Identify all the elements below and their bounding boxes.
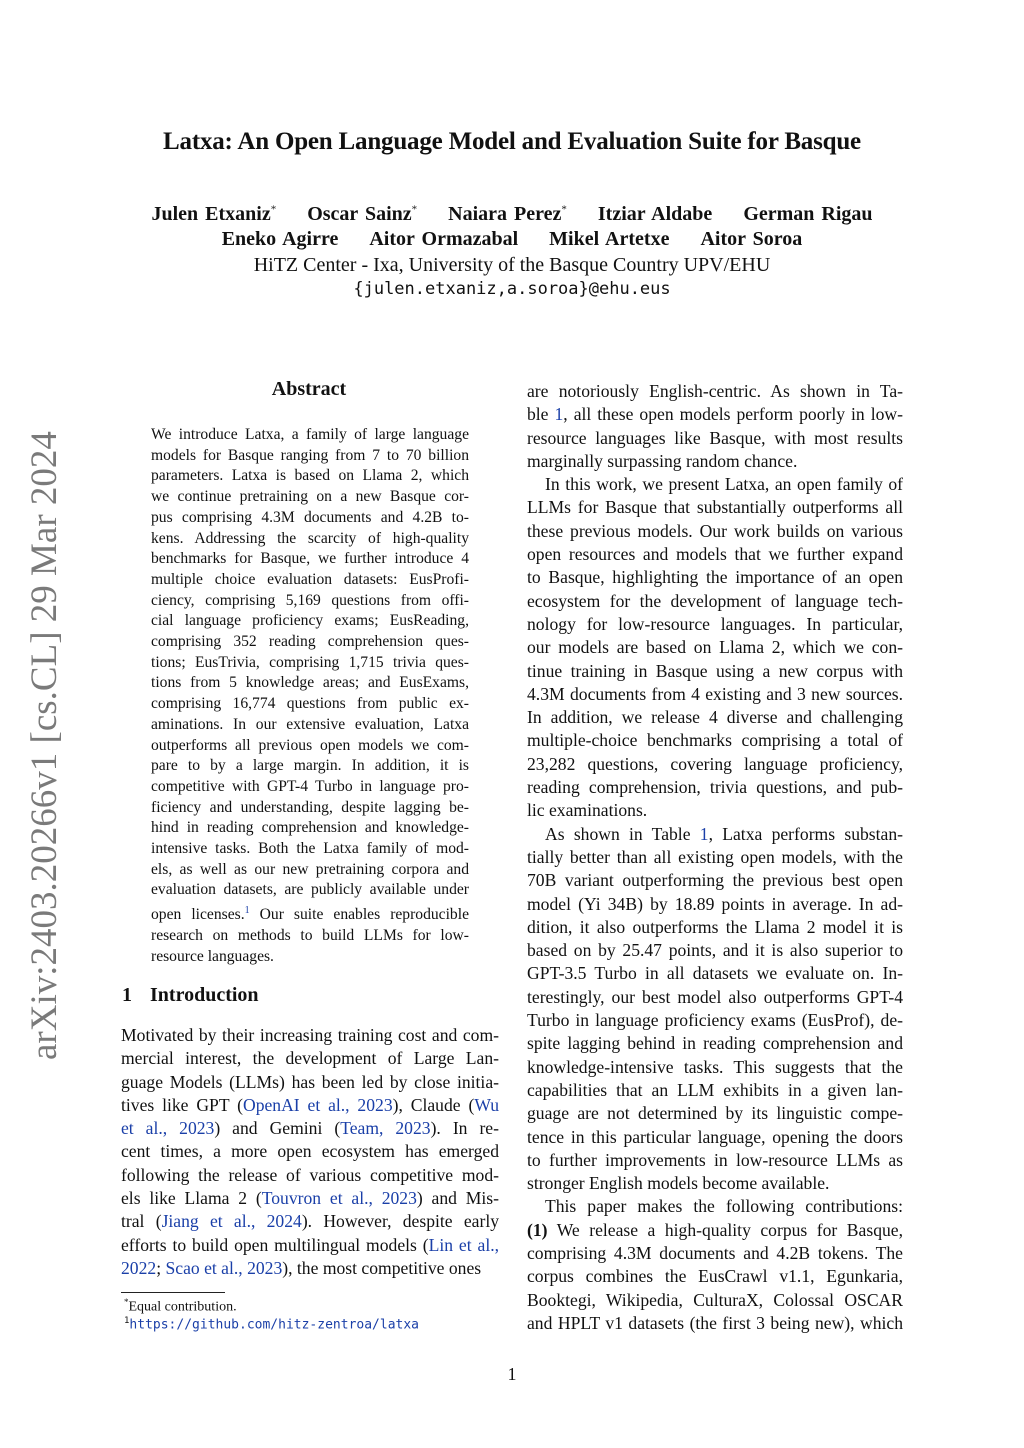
text-line: terestingly, our best model also outperforms GPT-4 xyxy=(527,986,903,1007)
text-line: spite lagging behind in reading comprehension and xyxy=(527,1033,903,1054)
text-line: model (Yi 34B) by 18.89 points in average. In ad- xyxy=(527,893,903,914)
right-column-text xyxy=(527,380,903,1335)
affiliation: HiTZ Center - Ixa, University of the Basque Country UPV/EHU xyxy=(253,254,771,276)
citation-link[interactable]: et al., 2023 xyxy=(121,1118,215,1139)
citation-link[interactable]: Touvron et al., 2023 xyxy=(261,1188,417,1209)
section-heading: 1 Introduction xyxy=(122,984,259,1006)
page-number: 1 xyxy=(507,1364,517,1384)
text-line: mercial interest, the development of Large Lan- xyxy=(121,1048,499,1069)
text-line: based on by 25.47 points, and it is also superior to xyxy=(527,940,903,961)
text-line: guage Models (LLMs) has been led by close initia- xyxy=(121,1071,499,1092)
citation-link[interactable]: Team, 2023 xyxy=(340,1118,431,1139)
abstract-line: we continue pretraining on a new Basque cor- xyxy=(151,488,469,506)
abstract-line: hind in reading comprehension and knowledge- xyxy=(151,819,469,837)
abstract-line: models for Basque ranging from 7 to 70 billion xyxy=(151,446,469,464)
text-line: our models are based on Llama 2, which we con- xyxy=(527,637,903,658)
text-line: guage are not determined by its linguistic compe- xyxy=(527,1103,903,1124)
text-line: corpus combines the EusCrawl v1.1, Egunkaria, xyxy=(527,1266,903,1287)
abstract-line: evaluation datasets, are publicly available under xyxy=(151,881,469,899)
text-line: to further improvements in low-resource LLMs as xyxy=(527,1149,903,1170)
text-line: resource languages like Basque, with most results xyxy=(527,427,903,448)
text-line: reading comprehension, trivia questions, and pub- xyxy=(527,777,903,798)
text-line: 23,282 questions, covering language proficiency, xyxy=(527,753,903,774)
text-line: nology for low-resource languages. In particular, xyxy=(527,613,903,634)
text-line: ecosystem for the development of language tech- xyxy=(527,590,903,611)
text-line: tially better than all existing open models, with the xyxy=(527,846,903,867)
text-line: multiple-choice benchmarks comprising a total of xyxy=(527,730,903,751)
text-line: marginally surpassing random chance. xyxy=(527,450,798,471)
abstract-line: outperforms all previous open models we com- xyxy=(151,736,469,754)
contact-email[interactable]: {julen.etxaniz,a.soroa}@ehu.eus xyxy=(353,279,671,299)
author: Oscar Sainz* xyxy=(307,203,418,225)
paper-title: Latxa: An Open Language Model and Evaluation Suite for Basque xyxy=(163,128,861,155)
footnote-equal-contribution: *Equal contribution. xyxy=(124,1297,237,1315)
text-line: els like Llama 2 (Touvron et al., 2023) and Mis- xyxy=(121,1188,499,1209)
abstract-line: research on methods to build LLMs for low- xyxy=(151,927,469,945)
text-line: ble 1, all these open models perform poorly in low- xyxy=(527,404,903,425)
author: Mikel Artetxe xyxy=(549,228,670,250)
abstract-line: We introduce Latxa, a family of large language xyxy=(151,426,469,443)
text-line: and HPLT v1 datasets (the first 3 being new), which xyxy=(527,1312,903,1333)
text-line: comprising 4.3M documents and 4.2B tokens. The xyxy=(527,1242,903,1263)
text-line: to Basque, highlighting the importance of an open xyxy=(527,567,903,588)
abstract-line: multiple choice evaluation datasets: EusProfi- xyxy=(151,570,469,588)
text-line: open resources and models that we further expand xyxy=(527,544,903,565)
text-line: 2022; Scao et al., 2023), the most competitive ones xyxy=(121,1257,482,1278)
author-list-row-1 xyxy=(0,203,1024,226)
abstract-line: tions from 5 knowledge areas; and EusExams, xyxy=(151,674,469,692)
text-line: dition, it also outperforms the Llama 2 model it is xyxy=(527,916,903,937)
footnote-url[interactable]: $^1$https://github.com/hitz-zentroa/latxa xyxy=(124,1316,420,1333)
abstract-line: parameters. Latxa is based on Llama 2, which xyxy=(151,467,469,485)
text-line: et al., 2023) and Gemini (Team, 2023). In re- xyxy=(121,1118,499,1139)
text-line: efforts to build open multilingual models (Lin et al., xyxy=(121,1234,500,1255)
citation-link[interactable]: Wu xyxy=(474,1094,500,1115)
abstract-line: comprising 16,774 questions from public ex- xyxy=(151,695,469,713)
citation-link[interactable]: Jiang et al., 2024 xyxy=(161,1211,302,1232)
arxiv-identifier-stamp: arXiv:2403.20266v1 [cs.CL] 29 Mar 2024 xyxy=(24,431,65,1060)
abstract-line: pus comprising 4.3M documents and 4.2B to- xyxy=(151,508,469,526)
abstract-heading: Abstract xyxy=(271,378,347,400)
author: Aitor Ormazabal xyxy=(369,228,519,250)
text-line: knowledge-intensive tasks. This suggests that the xyxy=(527,1056,903,1077)
text-line: Booktegi, Wikipedia, CulturaX, Colossal OSCAR xyxy=(527,1289,903,1310)
introduction-paragraph xyxy=(121,1024,499,1280)
text-line: 4.3M documents from 4 existing and 3 new sources. xyxy=(527,683,903,704)
text-line: tral (Jiang et al., 2024). However, despite early xyxy=(121,1211,500,1232)
abstract-line: open licenses.$^1$ Our suite enables reproducible xyxy=(151,905,469,924)
author: Julen Etxaniz* xyxy=(151,203,277,225)
text-line: LLMs for Basque that substantially outperforms all xyxy=(527,497,903,518)
abstract-line: kens. Addressing the scarcity of high-quality xyxy=(151,529,469,547)
author: Eneko Agirre xyxy=(221,228,339,250)
abstract-line: els, as well as our new pretraining corpora and xyxy=(151,860,469,878)
citation-link[interactable]: Scao et al., 2023 xyxy=(165,1257,283,1278)
text-line: In addition, we release 4 diverse and challenging xyxy=(527,707,903,728)
text-line: (1) We release a high-quality corpus for Basque, xyxy=(527,1219,903,1240)
text-line: cent times, a more open ecosystem has emerged xyxy=(121,1141,499,1162)
footnote-link[interactable]: 1 xyxy=(244,905,250,917)
author: Aitor Soroa xyxy=(700,228,803,250)
text-line: GPT-3.5 Turbo in all datasets we evaluate on. In- xyxy=(527,963,903,984)
text-line: these previous models. Our work builds on various xyxy=(527,520,903,541)
citation-link[interactable]: OpenAI et al., 2023 xyxy=(242,1094,393,1115)
abstract-line: competitive with GPT-4 Turbo in language pro- xyxy=(151,777,469,795)
text-line: This paper makes the following contributions: xyxy=(545,1196,903,1217)
abstract-line: benchmarks for Basque, we further introduce 4 xyxy=(151,550,469,568)
table-ref-link[interactable]: 1 xyxy=(699,823,709,844)
abstract-line: pare to by a large margin. In addition, it is xyxy=(151,757,469,775)
abstract-line: resource languages. xyxy=(151,947,274,965)
abstract-line: intensive tasks. Both the Latxa family of mod- xyxy=(151,840,469,858)
abstract-line: ciency, comprising 5,169 questions from offi- xyxy=(151,591,469,609)
text-line: tence in this particular language, opening the doors xyxy=(527,1126,903,1147)
abstract-line: comprising 352 reading comprehension ques- xyxy=(151,633,469,651)
text-line: following the release of various competitive mod- xyxy=(121,1164,499,1185)
text-line: capabilities that an LLM exhibits in a given lan- xyxy=(527,1079,903,1100)
author: Itziar Aldabe xyxy=(597,203,713,225)
citation-link[interactable]: 2022 xyxy=(121,1257,157,1278)
abstract-line: cial language proficiency exams; EusReading, xyxy=(151,612,469,630)
author: Naiara Perez* xyxy=(448,203,567,225)
text-line: tives like GPT (OpenAI et al., 2023), Claude (Wu xyxy=(121,1094,500,1115)
abstract-line: aminations. In our extensive evaluation, Latxa xyxy=(151,715,469,733)
text-line: tinue training in Basque using a new corpus with xyxy=(527,660,903,681)
author-list-row-2 xyxy=(0,228,1024,251)
abstract-body xyxy=(151,425,469,967)
citation-link[interactable]: Lin et al., xyxy=(428,1234,500,1255)
text-line: lic examinations. xyxy=(527,800,648,821)
abstract-line: ficiency and understanding, despite lagging be- xyxy=(151,798,469,816)
text-line: 70B variant outperforming the previous best open xyxy=(527,870,903,891)
text-line: Turbo in language proficiency exams (EusProf), de- xyxy=(527,1010,903,1031)
abstract-line: tions; EusTrivia, comprising 1,715 trivia ques- xyxy=(151,653,469,671)
text-line: Motivated by their increasing training cost and com- xyxy=(121,1025,499,1045)
text-line: stronger English models become available. xyxy=(527,1173,830,1194)
text-line: As shown in Table 1, Latxa performs substan- xyxy=(545,823,903,844)
table-ref-link[interactable]: 1 xyxy=(554,404,564,425)
author: German Rigau xyxy=(743,203,873,225)
text-line: In this work, we present Latxa, an open family of xyxy=(545,474,903,495)
footnote-divider xyxy=(121,1292,225,1293)
text-line: are notoriously English-centric. As shown in Ta- xyxy=(527,381,903,401)
